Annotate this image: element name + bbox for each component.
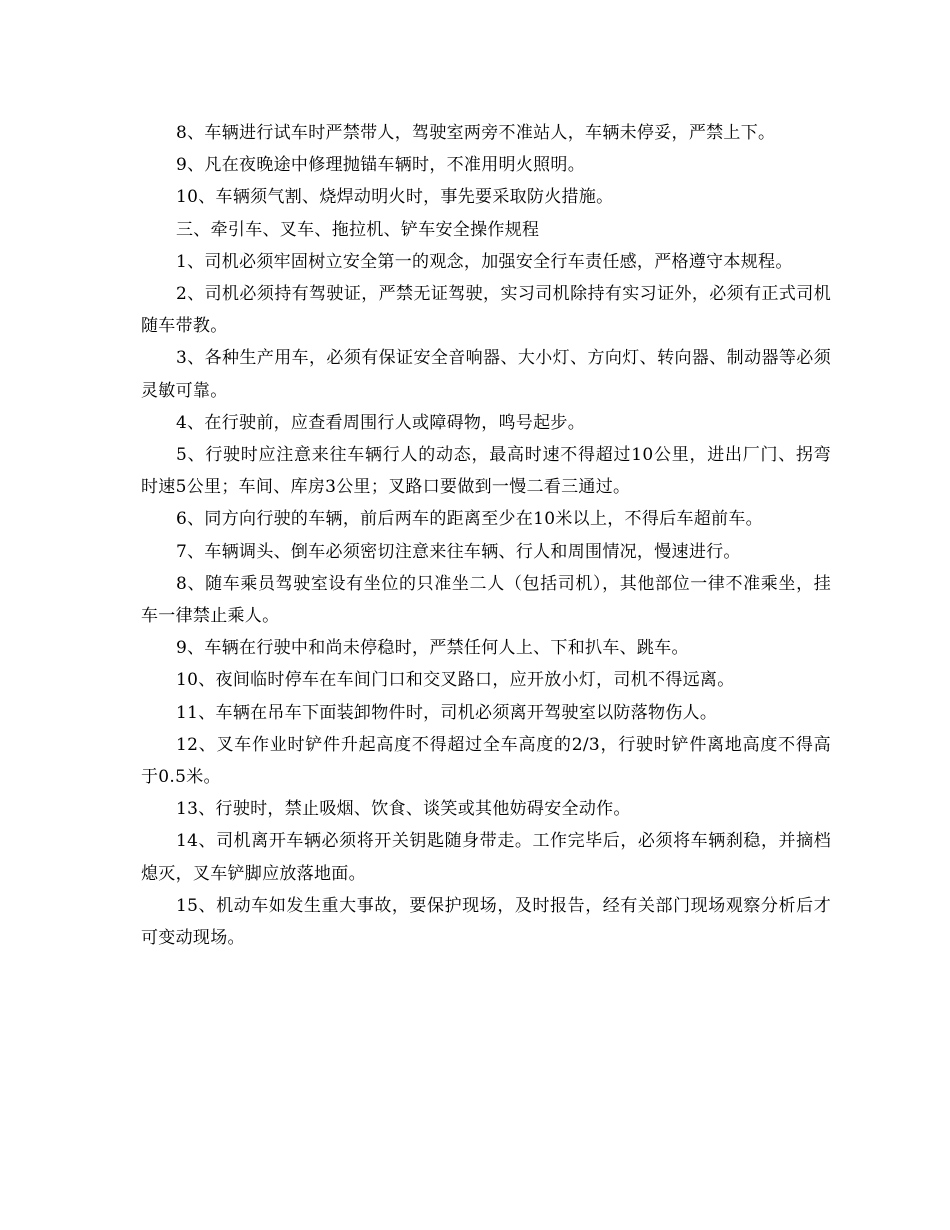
section-heading-3: 三、牵引车、叉车、拖拉机、铲车安全操作规程	[176, 219, 540, 240]
paragraph-rule-1: 1、司机必须牢固树立安全第一的观念，加强安全行车责任感，严格遵守本规程。	[176, 251, 793, 272]
paragraph-rule-12: 12、叉车作业时铲件升起高度不得超过全车高度的2/3，行驶时铲件离地高度不得高于0.5米。	[141, 734, 831, 788]
paragraph-rule-9: 9、车辆在行驶中和尚未停稳时，严禁任何人上、下和扒车、跳车。	[176, 638, 689, 659]
paragraph-rule-13: 13、行驶时，禁止吸烟、饮食、谈笑或其他妨碍安全动作。	[176, 799, 631, 820]
paragraph-rule-15: 15、机动车如发生重大事故，要保护现场，及时报告，经有关部门现场观察分析后才可变动现场。	[141, 895, 831, 949]
document-body	[141, 117, 831, 954]
paragraph-rule-14: 14、司机离开车辆必须将开关钥匙随身带走。工作完毕后，必须将车辆刹稳，并摘档熄灭，叉车铲脚应放落地面。	[141, 831, 831, 884]
paragraph-rule-3: 3、各种生产用车，必须有保证安全音响器、大小灯、方向灯、转向器、制动器等必须灵敏可靠。	[141, 348, 831, 401]
paragraph-rule-2: 2、司机必须持有驾驶证，严禁无证驾驶，实习司机除持有实习证外，必须有正式司机随车带教。	[141, 284, 831, 337]
paragraph-item-9-no-open-flame: 9、凡在夜晚途中修理抛锚车辆时，不准用明火照明。	[176, 155, 586, 176]
paragraph-rule-7: 7、车辆调头、倒车必须密切注意来往车辆、行人和周围情况，慢速进行。	[176, 541, 741, 562]
paragraph-item-10-fire-prevention: 10、车辆须气割、烧焊动明火时，事先要采取防火措施。	[176, 187, 614, 208]
paragraph-rule-10: 10、夜间临时停车在车间门口和交叉路口，应开放小灯，司机不得远离。	[176, 670, 735, 691]
paragraph-rule-5: 5、行驶时应注意来往车辆行人的动态，最高时速不得超过10公里，进出厂门、拐弯时速5公里；车间、库房3公里；叉路口要做到一慢二看三通过。	[141, 445, 831, 498]
paragraph-rule-4: 4、在行驶前，应查看周围行人或障碍物，鸣号起步。	[176, 412, 586, 433]
paragraph-rule-8: 8、随车乘员驾驶室设有坐位的只准坐二人（包括司机），其他部位一律不准乘坐，挂车一律禁止乘人。	[141, 573, 831, 627]
paragraph-rule-6: 6、同方向行驶的车辆，前后两车的距离至少在10米以上，不得后车超前车。	[176, 509, 763, 530]
paragraph-rule-11: 11、车辆在吊车下面装卸物件时，司机必须离开驾驶室以防落物伤人。	[176, 702, 718, 723]
paragraph-item-8-no-passengers: 8、车辆进行试车时严禁带人，驾驶室两旁不准站人，车辆未停妥，严禁上下。	[176, 123, 776, 143]
